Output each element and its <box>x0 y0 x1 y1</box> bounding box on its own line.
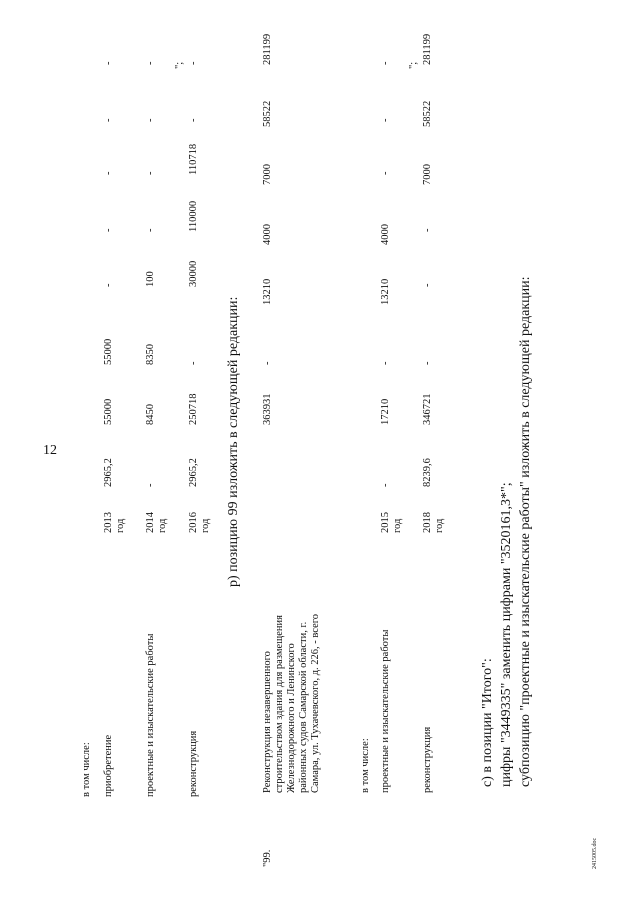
cell-c5: 4000 <box>380 224 391 245</box>
cell-c5: - <box>145 228 156 232</box>
instruction-s-3: субпозицию "проектные и изыскательские работы" изложить в следующей редакции: <box>518 276 533 787</box>
cell-c7: 58522 <box>262 100 273 127</box>
cell-c7: 58522 <box>422 100 433 127</box>
cell-c3: - <box>380 361 391 365</box>
row-label: проектные и изыскательские работы <box>145 633 156 797</box>
cell-c3: 55000 <box>103 338 114 365</box>
row-closing-quote: "; <box>408 61 419 69</box>
cell-c3: 8350 <box>145 344 156 365</box>
cell-c1: - <box>380 483 391 487</box>
cell-c8: - <box>103 61 114 65</box>
cell-c4: - <box>422 283 433 287</box>
cell-c5: - <box>103 228 114 232</box>
row-year: 2018 год <box>422 512 445 533</box>
row-year: 2016 год <box>188 512 211 533</box>
instruction-s-2: цифры "3449335" заменить цифрами "3520161,3*"; <box>499 482 514 787</box>
cell-c4: 13210 <box>262 278 273 305</box>
cell-c7: - <box>145 118 156 122</box>
cell-c4: 100 <box>145 271 156 287</box>
cell-c5: 4000 <box>262 224 273 245</box>
row-year: 2013 год <box>103 512 126 533</box>
cell-c8: - <box>380 61 391 65</box>
cell-c2: 17210 <box>380 398 391 425</box>
instruction-r: р) позицию 99 изложить в следующей редакции: <box>226 296 241 587</box>
cell-c1: 2965,2 <box>103 458 114 487</box>
cell-c7: - <box>188 118 199 122</box>
footer-filename: 2415005.doc <box>592 837 598 869</box>
cell-c8: - <box>145 61 156 65</box>
row-year: 2014 год <box>145 512 168 533</box>
row-label: проектные и изыскательские работы <box>380 629 391 793</box>
cell-c4: 13210 <box>380 278 391 305</box>
cell-c2: 250718 <box>188 393 199 425</box>
cell-c6: 7000 <box>262 164 273 185</box>
cell-c5: 110000 <box>188 200 199 232</box>
cell-c1: 2965,2 <box>188 458 199 487</box>
cell-c1: 8239,6 <box>422 458 433 487</box>
cell-c8: - <box>188 61 199 65</box>
cell-c3: - <box>188 361 199 365</box>
cell-c6: - <box>103 171 114 175</box>
row-label: реконструкция <box>188 730 199 797</box>
page-number: 12 <box>43 443 57 458</box>
row-closing-quote: "; <box>174 61 185 69</box>
cell-c4: 30000 <box>188 260 199 287</box>
cell-c2: 55000 <box>103 398 114 425</box>
cell-c8: 281199 <box>422 33 433 65</box>
cell-c1: - <box>145 483 156 487</box>
cell-c6: - <box>145 171 156 175</box>
cell-c7: - <box>380 118 391 122</box>
cell-c2: 8450 <box>145 404 156 425</box>
position-number: "99. <box>262 849 273 867</box>
cell-c4: - <box>103 283 114 287</box>
cell-c3: - <box>262 361 273 365</box>
cell-c5: - <box>422 228 433 232</box>
row-label: приобретение <box>103 734 114 797</box>
cell-c7: - <box>103 118 114 122</box>
cell-c6: 110718 <box>188 143 199 175</box>
row-label: Реконструкция незавершенного строительством здания для размещения Железнодорожного и Ленинского районных судов Самарской области, г. Самара, ул. Тухачевского, д. 226, - всего <box>262 613 321 793</box>
cell-c2: 346721 <box>422 393 433 425</box>
cell-c6: 7000 <box>422 164 433 185</box>
row-year: 2015 год <box>380 512 403 533</box>
cell-c6: - <box>380 171 391 175</box>
cell-c3: - <box>422 361 433 365</box>
table2-subheading: в том числе: <box>360 738 371 793</box>
table1-subheading: в том числе: <box>81 742 92 797</box>
row-label: реконструкция <box>422 726 433 793</box>
cell-c2: 363931 <box>262 393 273 425</box>
cell-c8: 281199 <box>262 33 273 65</box>
instruction-s-1: с) в позиции "Итого": <box>480 658 495 787</box>
